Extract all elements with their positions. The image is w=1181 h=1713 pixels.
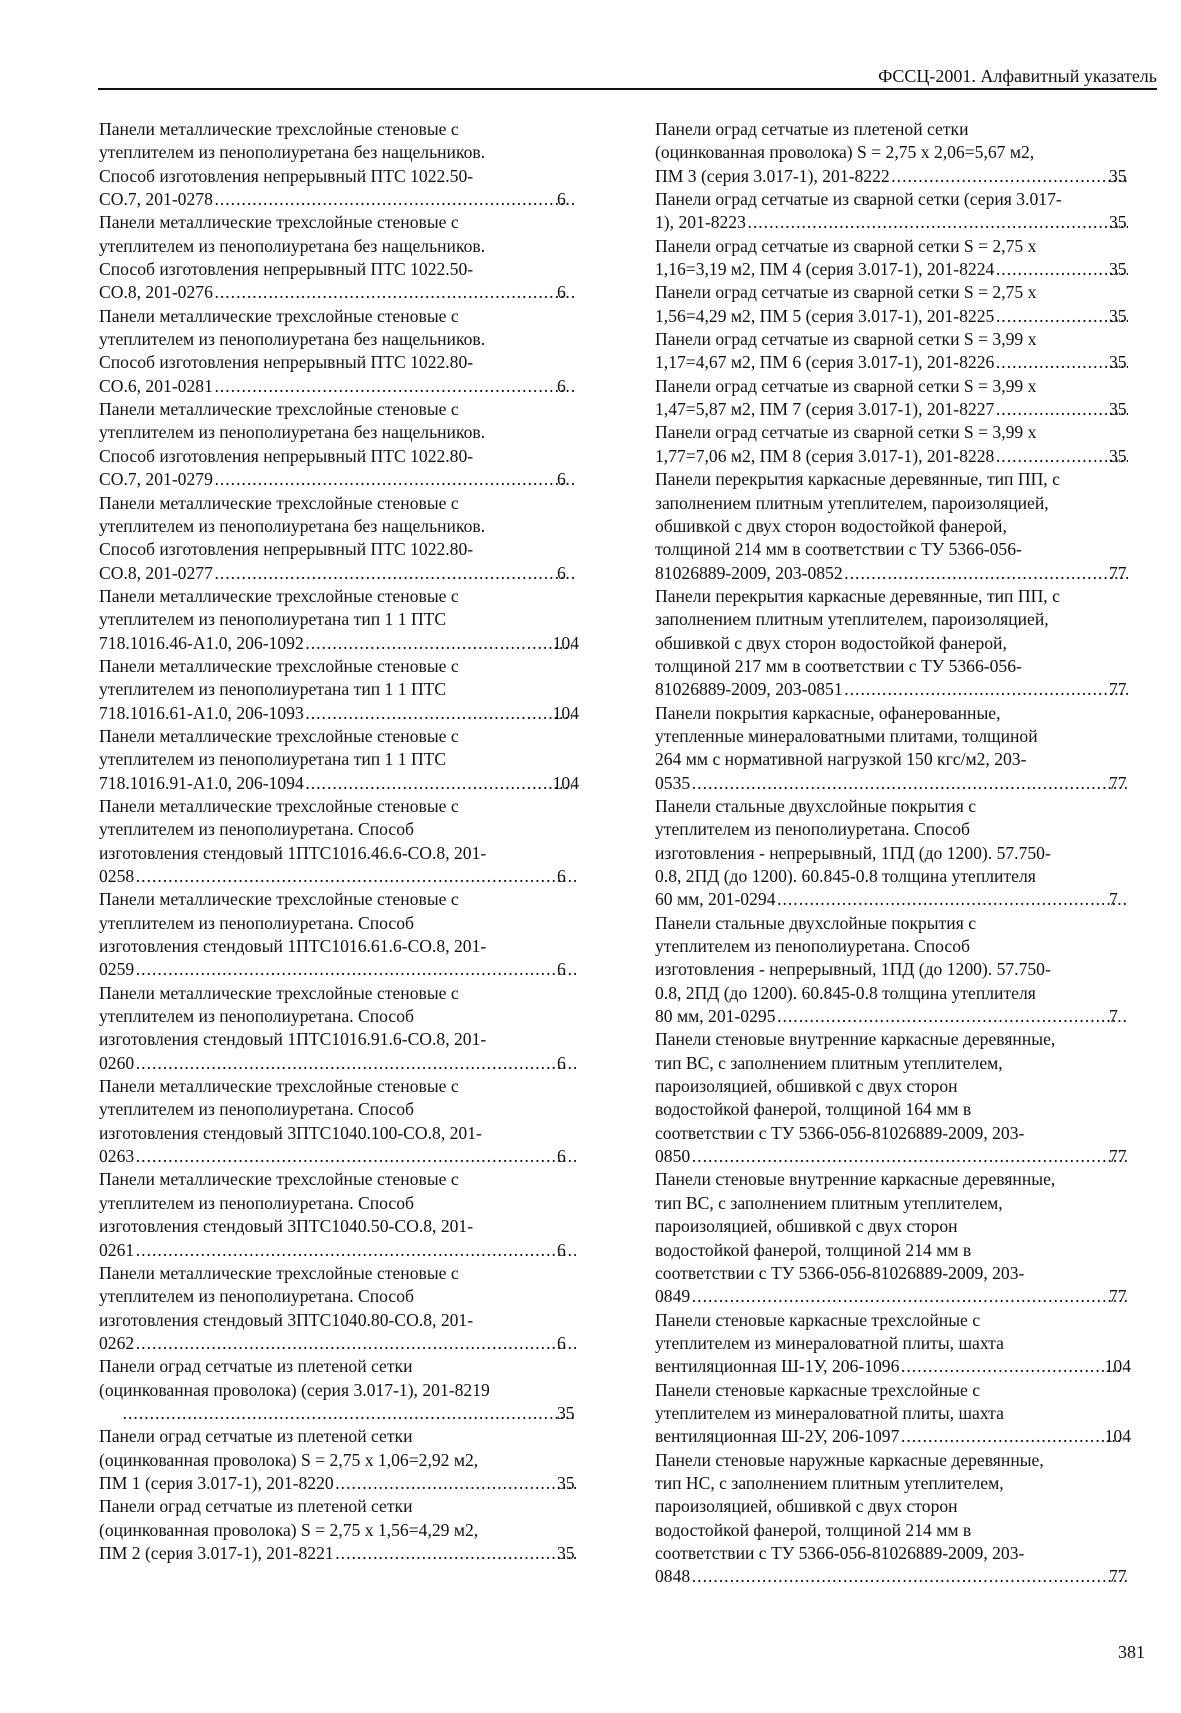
entry-line: 1), 201-8223 — [655, 212, 746, 233]
entry-last-line — [99, 632, 579, 655]
entry-line: Панели металлические трехслойные стеновые с — [99, 889, 459, 910]
entry-page-ref: 104 — [1104, 1426, 1131, 1447]
entry-line: 1,77=7,06 м2, ПМ 8 (серия 3.017-1), 201-8228 — [655, 445, 995, 466]
entry-line: 0848 — [655, 1566, 691, 1587]
leader-dots — [892, 165, 1128, 188]
entry-last-line: ПМ 2 (серия 3.017-1), 201-8221 ..... 35 — [121, 1542, 579, 1565]
entry-line: Способ изготовления непрерывный ПТС 1022.80- — [99, 539, 474, 560]
entry-line: Панели стальные двухслойные покрытия с — [655, 795, 977, 816]
entry-page-ref: 104 — [1104, 1356, 1131, 1377]
entry-last-line: СО.7, 201-0279 ..... 6 — [121, 468, 579, 491]
entry-line: Способ изготовления непрерывный ПТС 1022.80- — [99, 352, 474, 373]
index-entry — [655, 585, 1131, 702]
entry-line: Способ изготовления непрерывный ПТС 1022.50- — [99, 259, 474, 280]
entry-line: СО.8, 201-0276 — [99, 282, 213, 303]
entry-line: изготовления стендовый 3ПТС1040.100-СО.8, 201- — [99, 1122, 482, 1143]
entry-last-line: 0258 ..... 6 — [121, 865, 579, 888]
entry-line: вентиляционная Ш-1У, 206-1096 — [655, 1356, 900, 1377]
entry-line: изготовления стендовый 3ПТС1040.50-СО.8, 201- — [99, 1216, 474, 1237]
entry-line: 718.1016.46-А1.0, 206-1092 — [99, 632, 304, 653]
entry-line: 1,17=4,67 м2, ПМ 6 (серия 3.017-1), 201-8226 — [655, 352, 995, 373]
leader-dots — [215, 188, 576, 211]
entry-line: 264 мм с нормативной нагрузкой 150 кгс/м2, 203- — [655, 749, 1027, 770]
entry-line: тип НС, с заполнением плитным утеплителем, — [655, 1472, 1004, 1493]
entry-last-line: 0850 ..... 77 — [677, 1145, 1131, 1168]
leader-dots — [215, 468, 576, 491]
entry-last-line: 0535 ..... 77 — [677, 772, 1131, 795]
entry-line: СО.6, 201-0281 — [99, 375, 213, 396]
entry-last-line: 81026889-2009, 203-0851 ..... 77 — [677, 678, 1131, 701]
entry-line: соответствии с ТУ 5366-056-81026889-2009, 203- — [655, 1122, 1025, 1143]
index-entry — [655, 795, 1131, 912]
entry-last-line: 1,56=4,29 м2, ПМ 5 (серия 3.017-1), 201-8225 ..... 35 — [677, 305, 1131, 328]
index-entry — [655, 702, 1131, 795]
entry-line: изготовления стендовый 1ПТС1016.61.6-СО.8, 201- — [99, 936, 487, 957]
entry-line: ПМ 2 (серия 3.017-1), 201-8221 — [99, 1542, 334, 1563]
entry-line: соответствии с ТУ 5366-056-81026889-2009, 203- — [655, 1262, 1025, 1283]
entry-line: Панели металлические трехслойные стеновые с — [99, 655, 459, 676]
entry-line: пароизоляцией, обшивкой с двух сторон — [655, 1496, 958, 1517]
entry-line: Панели металлические трехслойные стеновые с — [99, 399, 459, 420]
index-entry — [99, 1075, 579, 1168]
entry-line: изготовления стендовый 3ПТС1040.80-СО.8, 201- — [99, 1309, 474, 1330]
leader-dots — [136, 865, 576, 888]
entry-last-line: 1,47=5,87 м2, ПМ 7 (серия 3.017-1), 201-8227 ..... 35 — [677, 398, 1131, 421]
index-entry — [99, 888, 579, 981]
index-entry — [655, 375, 1131, 422]
entry-line: утеплителем из пенополиуретана тип 1 1 ПТС — [99, 609, 447, 630]
entry-line: Панели металлические трехслойные стеновые с — [99, 305, 459, 326]
entry-last-line: 0263 ..... 6 — [121, 1145, 579, 1168]
index-entry — [655, 281, 1131, 328]
leader-dots — [692, 1145, 1128, 1168]
leader-dots — [901, 1425, 1123, 1448]
entry-last-line — [655, 1355, 1131, 1378]
entry-last-line — [99, 702, 579, 725]
leader-dots — [336, 1472, 576, 1495]
leader-dots — [136, 1145, 576, 1168]
entry-line: изготовления стендовый 1ПТС1016.91.6-СО.8, 201- — [99, 1029, 487, 1050]
leader-dots — [748, 211, 1128, 234]
entry-line: Панели перекрытия каркасные деревянные, тип ПП, с — [655, 469, 1060, 490]
entry-line: 0.8, 2ПД (до 1200). 60.845-0.8 толщина утеплителя — [655, 982, 1036, 1003]
entry-line: Способ изготовления непрерывный ПТС 1022.80- — [99, 445, 474, 466]
entry-line: толщиной 217 мм в соответствии с ТУ 5366-056- — [655, 655, 1022, 676]
entry-line: утеплителем из пенополиуретана без нащельников. — [99, 142, 486, 163]
entry-line: изготовления - непрерывный, 1ПД (до 1200). 57.750- — [655, 842, 1051, 863]
leader-dots — [692, 1565, 1128, 1588]
entry-line: Панели оград сетчатые из сварной сетки S = 3,99 х — [655, 375, 1037, 396]
entry-last-line: 1,16=3,19 м2, ПМ 4 (серия 3.017-1), 201-8224 ..... 35 — [677, 258, 1131, 281]
entry-line: СО.8, 201-0277 — [99, 562, 213, 583]
header-title: ФССЦ-2001. Алфавитный указатель — [878, 66, 1157, 86]
index-entry — [99, 211, 579, 304]
entry-line: СО.7, 201-0279 — [99, 469, 213, 490]
entry-line: Панели стеновые внутренние каркасные деревянные, — [655, 1169, 1056, 1190]
index-entry — [655, 1168, 1131, 1308]
entry-line: утеплителем из пенополиуретана. Способ — [99, 912, 414, 933]
index-entry — [99, 1262, 579, 1355]
entry-line: (оцинкованная проволока) S = 2,75 х 2,06=5,67 м2, — [655, 142, 1035, 163]
index-entry — [655, 1028, 1131, 1168]
entry-line: заполнением плитным утеплителем, пароизоляцией, — [655, 609, 1049, 630]
entry-line: Панели стеновые каркасные трехслойные с — [655, 1309, 981, 1330]
index-entry — [655, 468, 1131, 585]
entry-line: утеплителем из минераловатной плиты, шахта — [655, 1332, 1004, 1353]
entry-line: тип ВС, с заполнением плитным утеплителем, — [655, 1192, 1003, 1213]
entry-line: (оцинкованная проволока) S = 2,75 х 1,56=4,29 м2, — [99, 1519, 479, 1540]
entry-line: утеплителем из пенополиуретана тип 1 1 ПТС — [99, 679, 447, 700]
entry-line: Панели стальные двухслойные покрытия с — [655, 912, 977, 933]
index-entry — [99, 795, 579, 888]
entry-page-ref: 104 — [552, 632, 579, 653]
index-entry — [99, 305, 579, 398]
leader-dots — [306, 772, 572, 795]
leader-dots — [336, 1542, 576, 1565]
index-column-left — [99, 118, 579, 1565]
leader-dots — [136, 1052, 576, 1075]
entry-last-line: ..... 35 — [121, 1402, 579, 1425]
index-entry — [99, 398, 579, 491]
index-entry — [655, 1379, 1131, 1449]
entry-line: водостойкой фанерой, толщиной 214 мм в — [655, 1239, 972, 1260]
entry-line: 0258 — [99, 866, 135, 886]
entry-last-line: 0261 ..... 6 — [121, 1239, 579, 1262]
entry-line: Панели металлические трехслойные стеновые с — [99, 212, 459, 233]
entry-line: утеплителем из пенополиуретана без нащельников. — [99, 235, 486, 256]
entry-line: ПМ 1 (серия 3.017-1), 201-8220 — [99, 1472, 334, 1493]
entry-last-line: 81026889-2009, 203-0852 ..... 77 — [677, 562, 1131, 585]
leader-dots — [692, 772, 1128, 795]
leader-dots — [692, 1285, 1128, 1308]
leader-dots — [215, 375, 576, 398]
entry-line: изготовления - непрерывный, 1ПД (до 1200). 57.750- — [655, 959, 1051, 980]
leader-dots — [215, 281, 576, 304]
index-entry — [99, 1495, 579, 1565]
entry-line: утепленные минераловатными плитами, толщиной — [655, 725, 1038, 746]
entry-line: Панели стеновые наружные каркасные деревянные, — [655, 1449, 1044, 1470]
entry-line: 0.8, 2ПД (до 1200). 60.845-0.8 толщина утеплителя — [655, 866, 1036, 886]
entry-line: Панели оград сетчатые из плетеной сетки — [99, 1426, 413, 1447]
entry-line: Панели оград сетчатые из сварной сетки S = 2,75 х — [655, 282, 1037, 303]
entry-page-ref: 104 — [552, 702, 579, 723]
entry-last-line: 0259 ..... 6 — [121, 958, 579, 981]
entry-last-line: СО.8, 201-0276 ..... 6 — [121, 281, 579, 304]
entry-line: Панели металлические трехслойные стеновые с — [99, 492, 459, 513]
index-entry — [99, 585, 579, 655]
entry-line: 0850 — [655, 1146, 691, 1167]
entry-line: утеплителем из пенополиуретана без нащельников. — [99, 329, 486, 350]
leader-dots — [123, 1402, 576, 1425]
entry-page-ref: 104 — [552, 772, 579, 793]
entry-line: (оцинкованная проволока) (серия 3.017-1), 201-8219 — [99, 1379, 490, 1400]
entry-line: Панели оград сетчатые из плетеной сетки — [655, 119, 969, 139]
entry-line: Панели металлические трехслойные стеновые с — [99, 585, 459, 606]
entry-line: утеплителем из минераловатной плиты, шахта — [655, 1402, 1004, 1423]
entry-line: Панели металлические трехслойные стеновые с — [99, 1169, 459, 1190]
entry-line: 0261 — [99, 1239, 135, 1260]
entry-line: 0259 — [99, 959, 135, 980]
entry-last-line: СО.8, 201-0277 ..... 6 — [121, 562, 579, 585]
index-entry — [655, 118, 1131, 188]
entry-line: 80 мм, 201-0295 — [655, 1006, 776, 1027]
entry-line: Панели стеновые внутренние каркасные деревянные, — [655, 1029, 1056, 1050]
entry-line: заполнением плитным утеплителем, пароизоляцией, — [655, 492, 1049, 513]
index-entry — [99, 655, 579, 725]
index-entry — [99, 1168, 579, 1261]
entry-line: Панели металлические трехслойные стеновые с — [99, 725, 459, 746]
entry-last-line: 1), 201-8223 ..... 35 — [677, 211, 1131, 234]
entry-line: Панели оград сетчатые из сварной сетки S = 2,75 х — [655, 235, 1037, 256]
entry-last-line: 80 мм, 201-0295 ..... 7 — [677, 1005, 1131, 1028]
leader-dots — [778, 888, 1129, 911]
leader-dots — [136, 1239, 576, 1262]
entry-line: утеплителем из пенополиуретана без нащельников. — [99, 515, 486, 536]
entry-last-line: 0848 ..... 77 — [677, 1565, 1131, 1588]
entry-line: 0535 — [655, 772, 691, 793]
entry-line: обшивкой с двух сторон водостойкой фанерой, — [655, 515, 1007, 536]
entry-line: водостойкой фанерой, толщиной 164 мм в — [655, 1099, 972, 1120]
leader-dots — [306, 632, 572, 655]
entry-line: Панели металлические трехслойные стеновые с — [99, 795, 459, 816]
entry-line: Панели оград сетчатые из сварной сетки (серия 3.017- — [655, 189, 1062, 210]
entry-line: 60 мм, 201-0294 — [655, 889, 776, 910]
entry-line: Панели металлические трехслойные стеновые с — [99, 1262, 459, 1283]
entry-line: 0260 — [99, 1052, 135, 1073]
entry-last-line — [99, 772, 579, 795]
index-entry — [655, 1309, 1131, 1379]
index-entry — [99, 982, 579, 1075]
entry-line: Панели оград сетчатые из плетеной сетки — [99, 1356, 413, 1377]
entry-line: утеплителем из пенополиуретана. Способ — [655, 936, 970, 957]
index-entry — [655, 328, 1131, 375]
entry-line: утеплителем из пенополиуретана. Способ — [99, 1192, 414, 1213]
entry-line: Панели металлические трехслойные стеновые с — [99, 1076, 459, 1097]
entry-last-line: ПМ 1 (серия 3.017-1), 201-8220 ..... 35 — [121, 1472, 579, 1495]
entry-line: Панели металлические трехслойные стеновые с — [99, 119, 459, 139]
entry-line: пароизоляцией, обшивкой с двух сторон — [655, 1076, 958, 1097]
entry-line: 718.1016.61-А1.0, 206-1093 — [99, 702, 304, 723]
entry-line: утеплителем из пенополиуретана. Способ — [99, 1099, 414, 1120]
entry-line: обшивкой с двух сторон водостойкой фанерой, — [655, 632, 1007, 653]
entry-last-line: 1,17=4,67 м2, ПМ 6 (серия 3.017-1), 201-8226 ..... 35 — [677, 351, 1131, 374]
index-entry — [99, 1425, 579, 1495]
entry-line: 1,47=5,87 м2, ПМ 7 (серия 3.017-1), 201-8227 — [655, 399, 995, 420]
leader-dots — [136, 1332, 576, 1355]
entry-line: Панели оград сетчатые из плетеной сетки — [99, 1496, 413, 1517]
entry-line: вентиляционная Ш-2У, 206-1097 — [655, 1426, 900, 1447]
entry-line: ПМ 3 (серия 3.017-1), 201-8222 — [655, 165, 890, 186]
entry-last-line: 0260 ..... 6 — [121, 1052, 579, 1075]
entry-line: утеплителем из пенополиуретана без нащельников. — [99, 422, 486, 443]
entry-line: утеплителем из пенополиуретана. Способ — [99, 1286, 414, 1307]
entry-line: толщиной 214 мм в соответствии с ТУ 5366-056- — [655, 539, 1022, 560]
leader-dots — [845, 678, 1128, 701]
index-entry — [99, 725, 579, 795]
entry-last-line: 0262 ..... 6 — [121, 1332, 579, 1355]
entry-line: изготовления стендовый 1ПТС1016.46.6-СО.8, 201- — [99, 842, 487, 863]
leader-dots — [306, 702, 572, 725]
entry-line: 0263 — [99, 1146, 135, 1167]
entry-line: (оцинкованная проволока) S = 2,75 х 1,06=2,92 м2, — [99, 1449, 479, 1470]
leader-dots — [136, 958, 576, 981]
entry-line: утеплителем из пенополиуретана. Способ — [99, 1006, 414, 1027]
index-entry — [655, 421, 1131, 468]
entry-line: Панели стеновые каркасные трехслойные с — [655, 1379, 981, 1400]
running-header — [98, 66, 1157, 90]
entry-last-line: СО.7, 201-0278 ..... 6 — [121, 188, 579, 211]
entry-line: Панели металлические трехслойные стеновые с — [99, 982, 459, 1003]
entry-line: утеплителем из пенополиуретана. Способ — [655, 819, 970, 840]
index-entry — [655, 235, 1131, 282]
entry-line: 1,56=4,29 м2, ПМ 5 (серия 3.017-1), 201-8225 — [655, 305, 995, 326]
entry-line: 718.1016.91-А1.0, 206-1094 — [99, 772, 304, 793]
leader-dots — [845, 562, 1128, 585]
entry-line: соответствии с ТУ 5366-056-81026889-2009, 203- — [655, 1542, 1025, 1563]
entry-last-line: 1,77=7,06 м2, ПМ 8 (серия 3.017-1), 201-8228 ..... 35 — [677, 445, 1131, 468]
entry-last-line: 0849 ..... 77 — [677, 1285, 1131, 1308]
index-entry — [99, 492, 579, 585]
entry-line: Панели оград сетчатые из сварной сетки S = 3,99 х — [655, 422, 1037, 443]
entry-line: тип ВС, с заполнением плитным утеплителем, — [655, 1052, 1003, 1073]
index-entry — [655, 912, 1131, 1029]
entry-line: СО.7, 201-0278 — [99, 189, 213, 210]
leader-dots — [215, 562, 576, 585]
index-entry — [655, 188, 1131, 235]
entry-line: Панели оград сетчатые из сварной сетки S = 3,99 х — [655, 329, 1037, 350]
entry-line: пароизоляцией, обшивкой с двух сторон — [655, 1216, 958, 1237]
entry-last-line: СО.6, 201-0281 ..... 6 — [121, 375, 579, 398]
entry-line: утеплителем из пенополиуретана тип 1 1 ПТС — [99, 749, 447, 770]
index-entry — [655, 1449, 1131, 1589]
index-entry — [99, 1355, 579, 1425]
entry-line: 0262 — [99, 1332, 135, 1353]
entry-last-line: ПМ 3 (серия 3.017-1), 201-8222 ..... 35 — [677, 165, 1131, 188]
index-column-right — [655, 118, 1131, 1589]
index-entry — [99, 118, 579, 211]
entry-last-line: 60 мм, 201-0294 ..... 7 — [677, 888, 1131, 911]
entry-line: Панели покрытия каркасные, офанерованные, — [655, 702, 1001, 723]
entry-line: 81026889-2009, 203-0852 — [655, 562, 843, 583]
leader-dots — [778, 1005, 1129, 1028]
page-number: 381 — [1118, 1642, 1145, 1662]
entry-line: Способ изготовления непрерывный ПТС 1022.50- — [99, 165, 474, 186]
entry-line: Панели перекрытия каркасные деревянные, тип ПП, с — [655, 585, 1060, 606]
entry-line: водостойкой фанерой, толщиной 214 мм в — [655, 1519, 972, 1540]
entry-line: 0849 — [655, 1286, 691, 1307]
leader-dots — [901, 1355, 1123, 1378]
entry-last-line — [655, 1425, 1131, 1448]
entry-line: 1,16=3,19 м2, ПМ 4 (серия 3.017-1), 201-8224 — [655, 259, 995, 280]
entry-line: утеплителем из пенополиуретана. Способ — [99, 819, 414, 840]
entry-line: 81026889-2009, 203-0851 — [655, 679, 843, 700]
